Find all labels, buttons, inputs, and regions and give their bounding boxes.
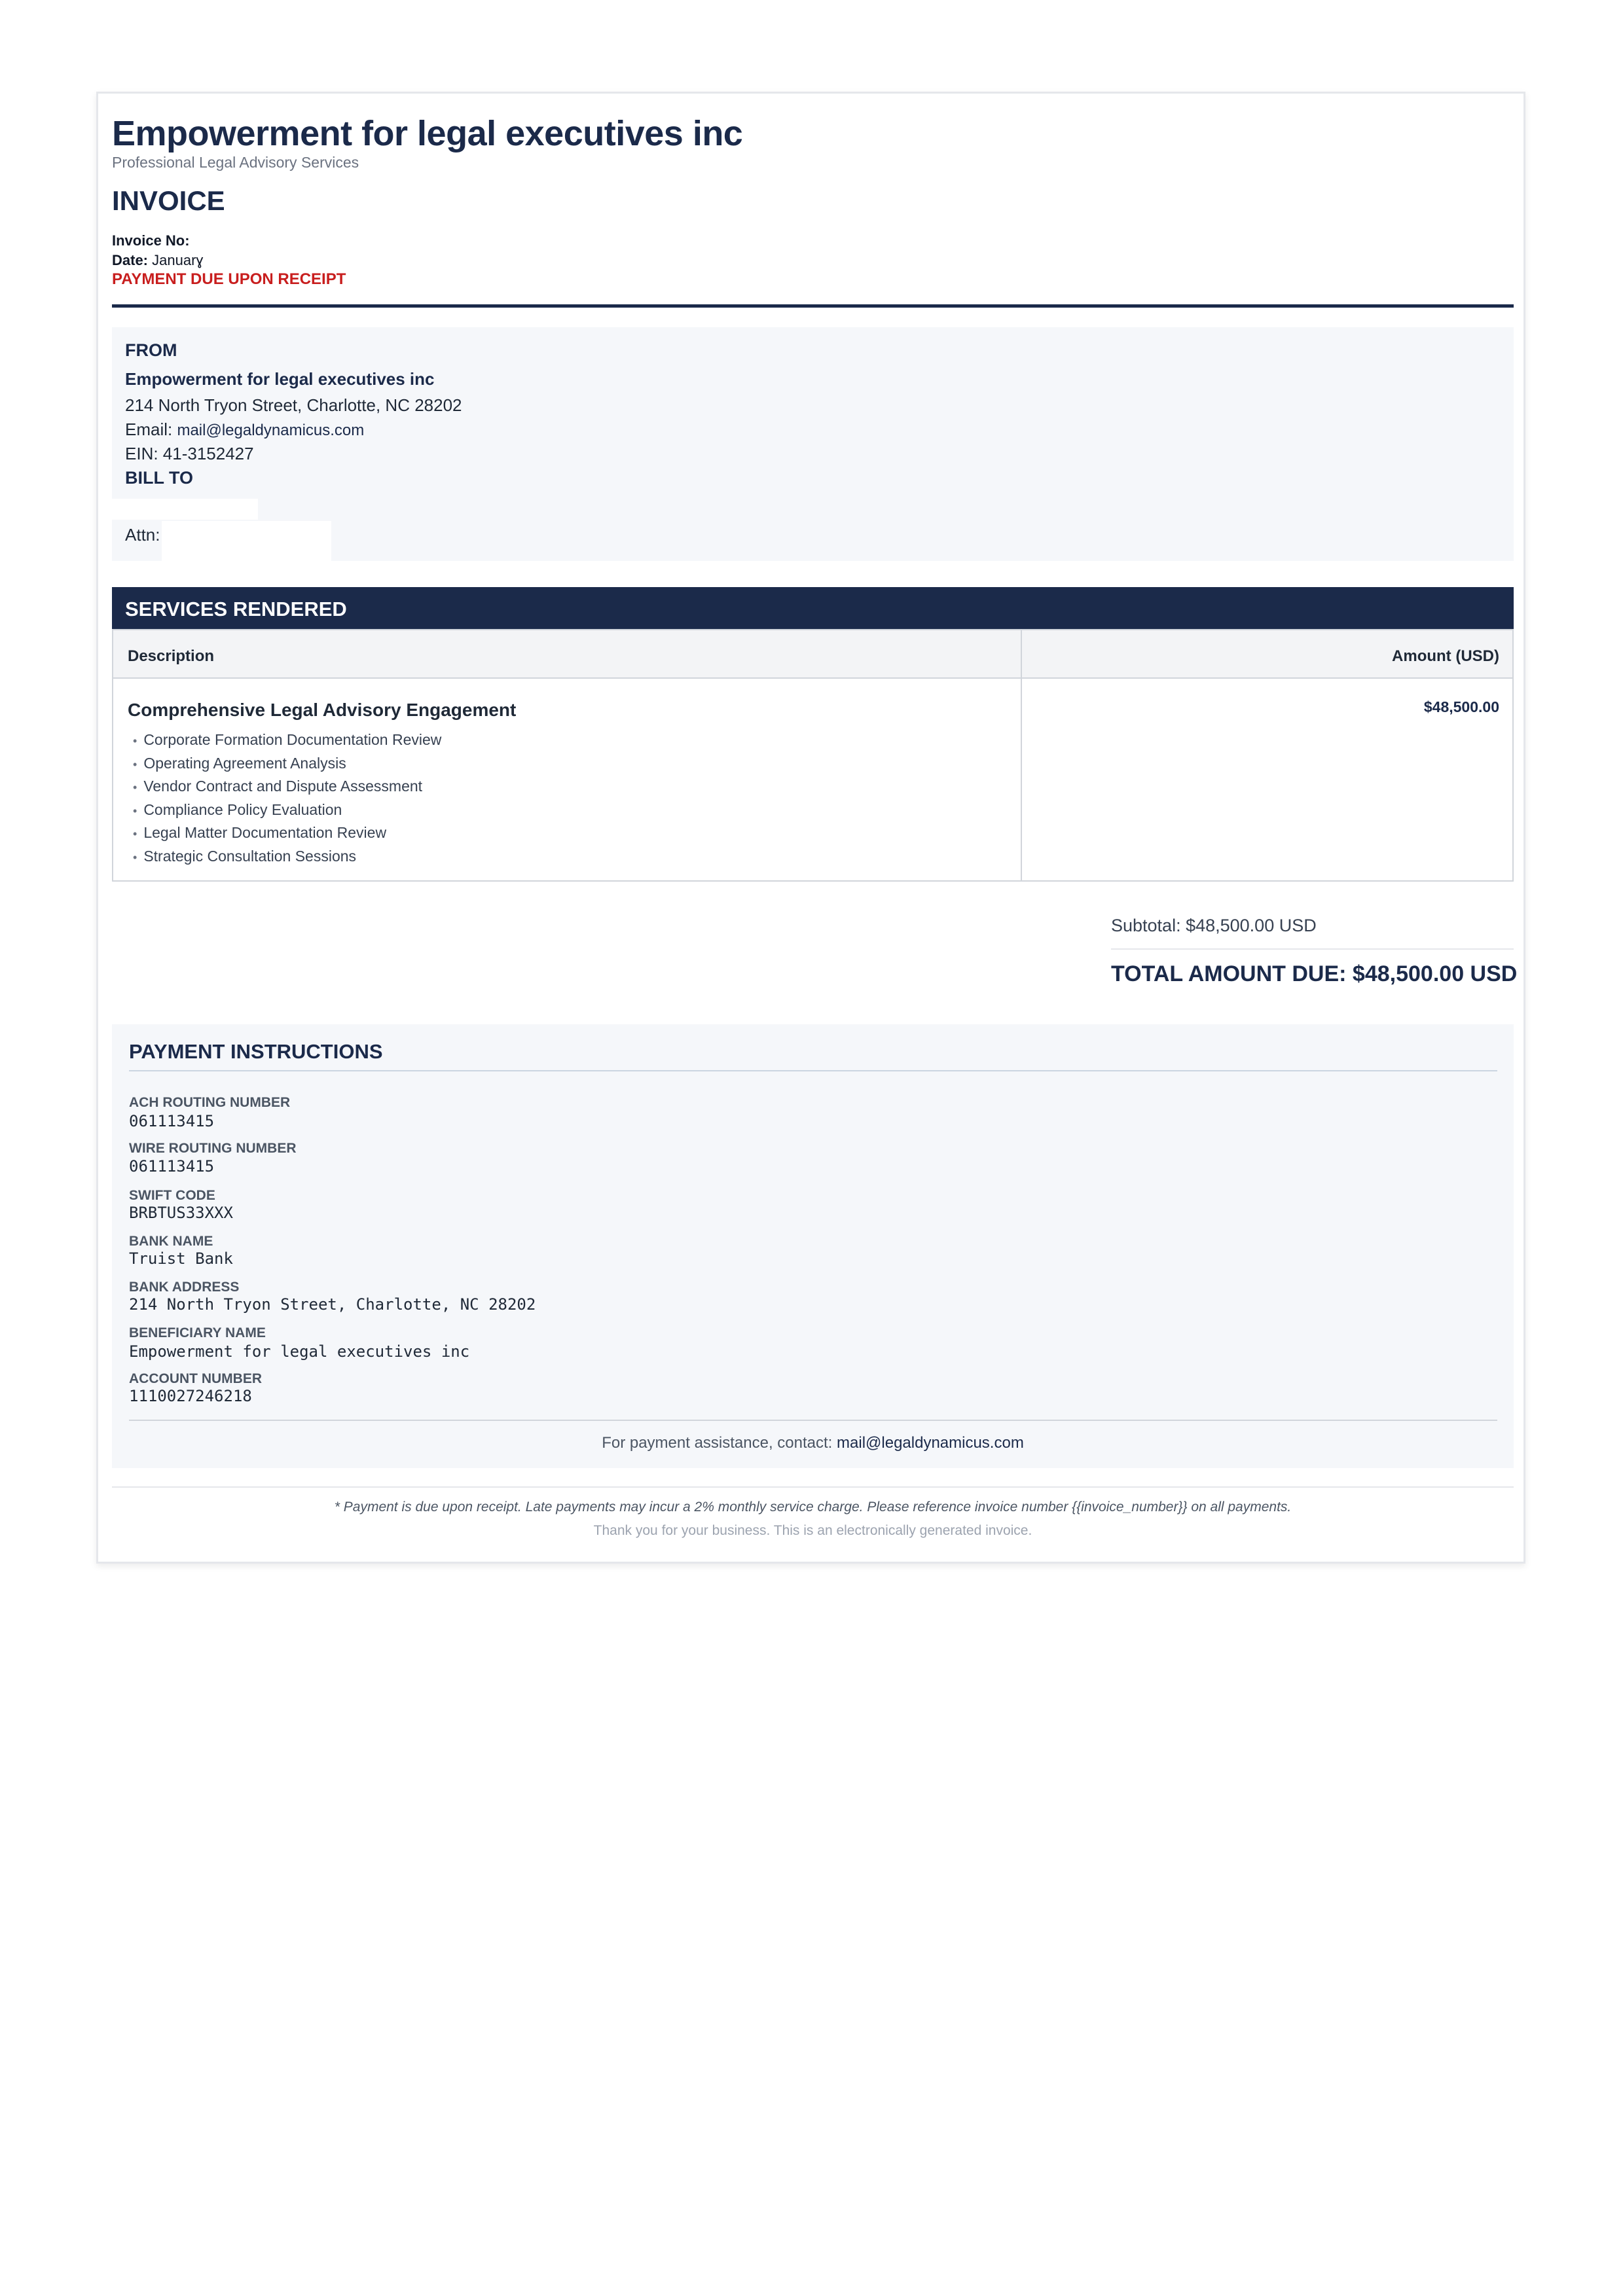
attn-label: Attn: <box>125 525 160 545</box>
assistance-divider <box>129 1420 1497 1421</box>
from-label: FROM <box>125 340 177 360</box>
account-number-value: 1110027246218 <box>129 1387 252 1405</box>
service-bullet: • Vendor Contract and Dispute Assessment <box>133 775 441 798</box>
from-email-line <box>125 420 364 440</box>
from-email-link[interactable]: mail@legaldynamicus.com <box>177 422 365 439</box>
subtotal: Subtotal: $48,500.00 USD <box>1111 916 1317 935</box>
invoice-date-value: Januarɣ <box>152 252 204 268</box>
wire-routing-value: 061113415 <box>129 1157 215 1175</box>
service-bullet: • Strategic Consultation Sessions <box>133 845 441 869</box>
services-section-header <box>112 587 1514 629</box>
invoice-number-label: Invoice No: <box>112 232 190 249</box>
company-tagline: Professional Legal Advisory Services <box>112 154 359 171</box>
invoice-date-label: Date: <box>112 252 149 268</box>
footer-payment-note: * Payment is due upon receipt. Late payments may incur a 2% monthly service charge. Please reference invoice number {{invoice_number}} on all payments. <box>334 1499 1292 1515</box>
account-number-label: ACCOUNT NUMBER <box>129 1371 262 1386</box>
payment-assistance-line <box>112 1434 1514 1452</box>
company-name: Empowerment for legal executives inc <box>112 114 743 153</box>
redacted-attn-name <box>162 521 331 562</box>
from-address: 214 North Tryon Street, Charlotte, NC 28202 <box>125 395 462 415</box>
payment-title-divider <box>129 1070 1497 1071</box>
wire-routing-label: WIRE ROUTING NUMBER <box>129 1141 297 1156</box>
service-item-bullets <box>133 728 441 868</box>
services-section-title: SERVICES RENDERED <box>125 598 347 620</box>
column-divider <box>1021 630 1022 880</box>
invoice-number-line <box>112 232 190 249</box>
bank-address-value: 214 North Tryon Street, Charlotte, NC 28202 <box>129 1295 536 1314</box>
footer-thanks: Thank you for your business. This is an electronically generated invoice. <box>593 1523 1032 1538</box>
total-amount-due: TOTAL AMOUNT DUE: $48,500.00 USD <box>1111 961 1518 986</box>
from-email-label: Email: <box>125 420 177 439</box>
bank-name-label: BANK NAME <box>129 1234 213 1249</box>
from-company-name: Empowerment for legal executives inc <box>125 369 435 389</box>
bank-address-label: BANK ADDRESS <box>129 1280 240 1295</box>
column-header-amount: Amount (USD) <box>1392 647 1499 665</box>
payment-assistance-email-link[interactable]: mail@legaldynamicus.com <box>837 1434 1024 1452</box>
services-table-header <box>113 630 1512 679</box>
services-table <box>112 629 1514 882</box>
swift-code-label: SWIFT CODE <box>129 1188 215 1203</box>
service-bullet: • Compliance Policy Evaluation <box>133 798 441 822</box>
payment-instructions-title: PAYMENT INSTRUCTIONS <box>129 1040 383 1063</box>
service-bullet: • Operating Agreement Analysis <box>133 752 441 776</box>
payment-due-notice: PAYMENT DUE UPON RECEIPT <box>112 270 346 288</box>
ach-routing-value: 061113415 <box>129 1112 215 1130</box>
parties-panel <box>112 327 1514 561</box>
subtotal-divider <box>1111 948 1514 950</box>
invoice-page <box>96 92 1525 1564</box>
service-bullet: • Corporate Formation Documentation Review <box>133 728 441 752</box>
beneficiary-name-label: BENEFICIARY NAME <box>129 1325 266 1340</box>
service-bullet: • Legal Matter Documentation Review <box>133 821 441 845</box>
service-item-amount: $48,500.00 <box>1423 698 1499 715</box>
column-header-description: Description <box>128 647 215 665</box>
bill-to-label: BILL TO <box>125 468 194 488</box>
header-divider <box>112 304 1514 308</box>
invoice-title: INVOICE <box>112 185 225 216</box>
invoice-date-line <box>112 252 203 269</box>
beneficiary-name-value: Empowerment for legal executives inc <box>129 1342 470 1361</box>
payment-assistance-text: For payment assistance, contact: <box>602 1434 837 1452</box>
swift-code-value: BRBTUS33XXX <box>129 1204 233 1222</box>
redacted-bill-to-name <box>112 499 258 520</box>
footer-divider <box>112 1486 1514 1488</box>
payment-instructions-panel <box>112 1024 1514 1468</box>
from-ein: EIN: 41-3152427 <box>125 444 254 463</box>
service-item-title: Comprehensive Legal Advisory Engagement <box>128 700 517 720</box>
ach-routing-label: ACH ROUTING NUMBER <box>129 1095 291 1110</box>
bank-name-value: Truist Bank <box>129 1249 233 1268</box>
